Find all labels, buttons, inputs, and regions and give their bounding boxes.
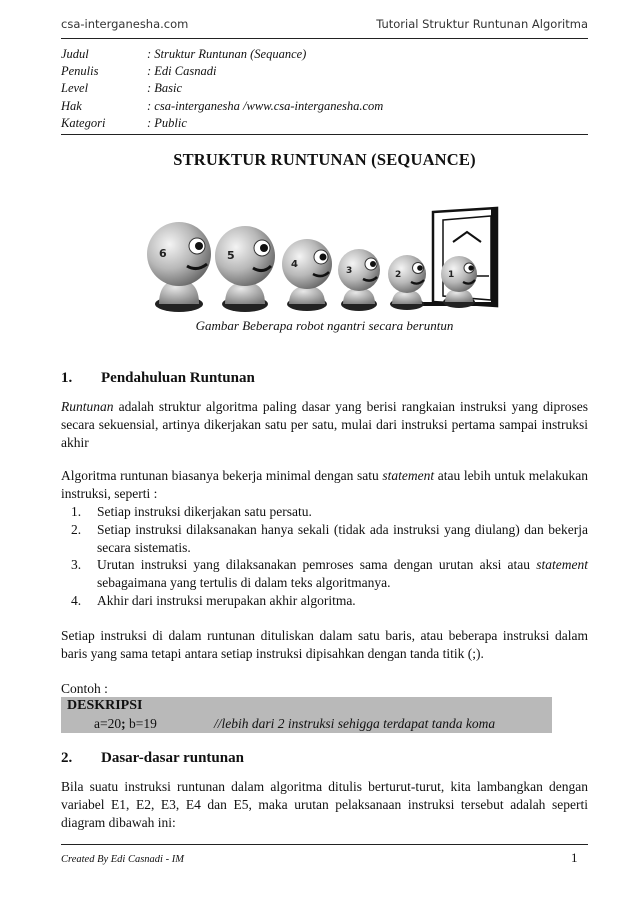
robot-number: 5 xyxy=(227,249,235,262)
meta-row xyxy=(61,99,588,116)
meta-key: Judul xyxy=(61,47,89,61)
robot-icon xyxy=(215,226,275,312)
meta-row xyxy=(61,116,588,133)
robot-icon xyxy=(338,249,380,311)
code-comment: //lebih dari 2 instruksi sehigga terdapat tanda koma xyxy=(214,716,496,731)
list-item xyxy=(61,592,588,610)
robot-queue-figure xyxy=(145,206,505,314)
code-text: a=20 xyxy=(94,716,122,731)
meta-value: : csa-interganesha /www.csa-interganesha.com xyxy=(147,98,384,113)
code-line xyxy=(94,716,157,732)
list-text: Setiap instruksi dikerjakan satu persatu. xyxy=(97,504,312,519)
paragraph: Setiap instruksi di dalam runtunan dituliskan dalam satu baris, atau beberapa instruksi dalam baris yang sama tetapi antara setiap instruksi dipisahkan dengan tanda titik (;). xyxy=(61,628,588,661)
robot-number: 4 xyxy=(291,259,298,270)
list-item xyxy=(61,503,588,521)
code-text: b=19 xyxy=(125,716,157,731)
meta-key: Kategori xyxy=(61,115,106,130)
robot-number: 2 xyxy=(395,270,402,280)
header-rule xyxy=(61,38,588,39)
figure-caption: Gambar Beberapa robot ngantri secara beruntun xyxy=(195,318,454,333)
list-number: 1. xyxy=(71,504,82,519)
code-keyword: DESKRIPSI xyxy=(67,698,143,713)
robot-icon xyxy=(388,255,426,310)
section-number: 1. xyxy=(61,370,73,386)
list-number: 3. xyxy=(71,557,82,573)
meta-value: : Struktur Runtunan (Sequance) xyxy=(147,47,307,61)
list-text: Setiap instruksi dilaksanakan hanya sekali (tidak ada instruksi yang diulang) dan bekerja secara sistematis. xyxy=(97,521,588,555)
list-text: Urutan instruksi yang dilaksanakan pemroses sama dengan urutan aksi atau xyxy=(97,557,537,573)
numbered-list xyxy=(61,503,588,610)
code-separator: ; xyxy=(121,716,126,731)
robot-icon xyxy=(441,256,477,308)
example-label: Contoh : xyxy=(61,681,108,696)
meta-value: : Public xyxy=(147,115,187,130)
meta-value: : Basic xyxy=(147,81,183,96)
page-number: 1 xyxy=(571,850,578,865)
paragraph-text: atau lebih untuk melakukan instruksi, seperti : xyxy=(61,468,588,501)
meta-value: : Edi Casnadi xyxy=(147,64,217,79)
list-item xyxy=(61,521,588,557)
section-title: Pendahuluan Runtunan xyxy=(101,370,255,386)
paragraph-text: adalah struktur algoritma paling dasar yang berisi rangkaian instruksi yang diproses secara sekuensial, artinya dikerjakan satu per satu, mulai dari instruksi pertama sampai instruksi akhir xyxy=(61,399,588,450)
robot-icon xyxy=(282,239,332,311)
meta-rule xyxy=(61,134,588,135)
meta-key: Hak xyxy=(61,98,82,113)
paragraph-text: Algoritma runtunan biasanya bekerja minimal dengan satu xyxy=(61,468,383,483)
emphasis-term: statement xyxy=(382,468,435,483)
meta-row xyxy=(61,81,588,98)
list-item xyxy=(61,556,588,592)
header-section: Tutorial Struktur Runtunan Algoritma xyxy=(376,17,588,31)
footer-rule xyxy=(61,844,588,845)
running-header xyxy=(61,15,588,37)
emphasis-term: Runtunan xyxy=(61,399,114,414)
meta-row xyxy=(61,64,588,81)
emphasis-term: statement xyxy=(536,557,588,573)
document-meta xyxy=(61,47,588,133)
list-number: 4. xyxy=(71,592,82,608)
paragraph xyxy=(61,467,588,503)
code-block xyxy=(61,697,552,733)
meta-key: Penulis xyxy=(61,64,99,79)
meta-row xyxy=(61,47,588,64)
list-number: 2. xyxy=(71,521,82,537)
footer-credit: Created By Edi Casnadi - IM xyxy=(61,854,184,865)
section-title: Dasar-dasar runtunan xyxy=(101,750,244,766)
header-site: csa-interganesha.com xyxy=(61,17,189,31)
paragraph xyxy=(61,398,588,451)
list-text: Akhir dari instruksi merupakan akhir algoritma. xyxy=(97,592,356,608)
meta-key: Level xyxy=(61,81,89,96)
section-number: 2. xyxy=(61,750,73,766)
robot-number: 1 xyxy=(448,270,455,280)
robot-number: 3 xyxy=(346,266,353,276)
paragraph: Bila suatu instruksi runtunan dalam algoritma ditulis berturut-turut, kita lambangkan dengan variabel E1, E2, E3, E4 dan E5, maka urutan pelaksanaan instruksi tersebut adalah seperti diagram dibawah ini: xyxy=(61,779,588,830)
robot-icon xyxy=(147,222,211,312)
robot-number: 6 xyxy=(159,247,167,260)
list-text: sebagaimana yang tertulis di dalam teks algoritmanya. xyxy=(97,575,391,591)
page-title: STRUKTUR RUNTUNAN (SEQUANCE) xyxy=(173,150,476,169)
